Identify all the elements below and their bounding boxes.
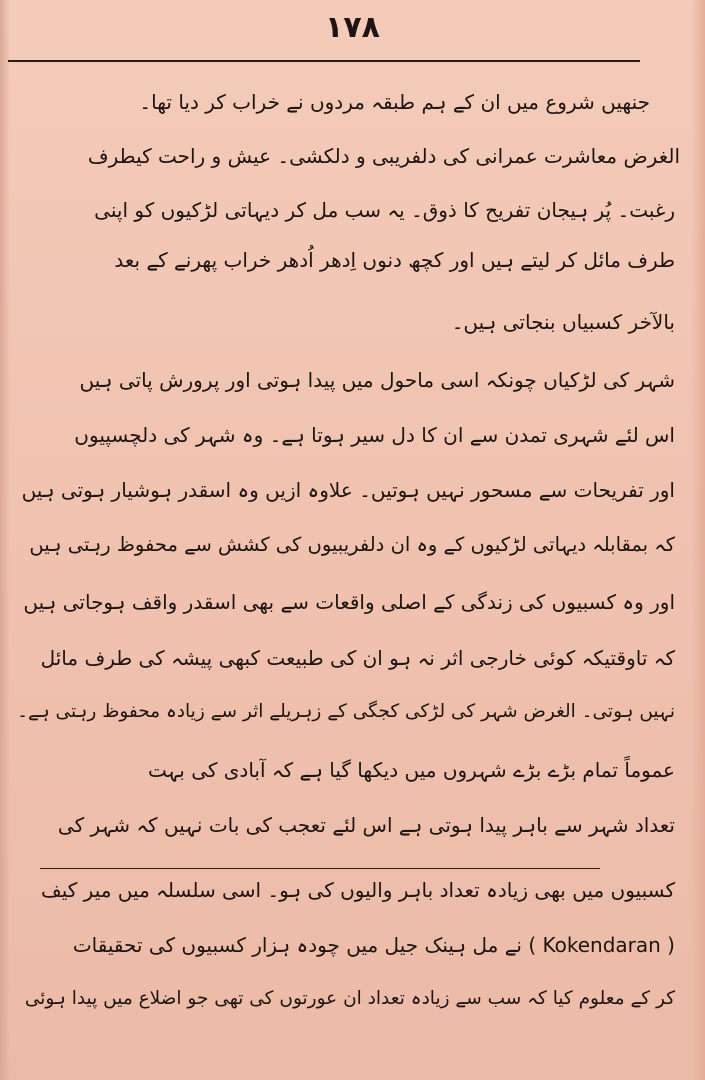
text-line: رغبت۔ پُر ہیجان تفریح کا ذوق۔ یہ سب مل کر دیہاتی لڑکیوں کو اپنی: [94, 198, 675, 222]
page-number: ۱۷۸: [325, 10, 380, 45]
text-line: تعداد شہر سے باہر پیدا ہوتی ہے اس لئے تعجب کی بات نہیں کہ شہر کی: [57, 813, 675, 837]
text-line: نہیں ہوتی۔ الغرض شہر کی لڑکی کجگی کے زہریلے اثر سے زیادہ محفوظ رہتی ہے۔: [17, 701, 675, 722]
text-line: کسبیوں میں بھی زیادہ تعداد باہر والیوں کی ہو۔ اسی سلسلہ میں میر کیف: [41, 878, 675, 902]
text-line: اور تفریحات سے مسحور نہیں ہوتیں۔ علاوہ ازیں وہ اسقدر ہوشیار ہوتی ہیں: [21, 478, 675, 502]
text-line: ( Kokendaran ) نے مل ہینک جیل میں چودہ ہزار کسبیوں کی تحقیقات: [72, 933, 675, 957]
text-line: بالآخر کسبیاں بنجاتی ہیں۔: [451, 310, 675, 334]
text-line: اور وہ کسبیوں کی زندگی کے اصلی واقعات سے بھی اسقدر واقف ہوجاتی ہیں: [23, 590, 675, 614]
text-line: کر کے معلوم کیا کہ سب سے زیادہ تعداد ان عورتوں کی تھی جو اضلاع میں پیدا ہوئی: [24, 988, 675, 1009]
text-line: اس لئے شہری تمدن سے ان کا دل سیر ہوتا ہے۔ وہ شہر کی دلچسپیوں: [74, 423, 675, 447]
text-line: طرف مائل کر لیتے ہیں اور کچھ دنوں اِدھر اُدھر خراب پھرنے کے بعد: [114, 248, 675, 272]
text-line: کہ بمقابلہ دیہاتی لڑکیوں کے وہ ان دلفریبیوں کی کشش سے محفوظ رہتی ہیں: [29, 533, 675, 556]
page-right-edge-shadow: [691, 0, 705, 1080]
text-line: شہر کی لڑکیاں چونکہ اسی ماحول میں پیدا ہوتی اور پرورش پاتی ہیں: [79, 368, 675, 392]
text-line: الغرض معاشرت عمرانی کی دلفریبی و دلکشی۔ عیش و راحت کیطرف: [87, 144, 680, 168]
inline-rule: [40, 868, 600, 869]
text-line: کہ تاوقتیکہ کوئی خارجی اثر نہ ہو ان کی طبیعت کبھی پیشہ کی طرف مائل: [40, 646, 675, 670]
text-line: جنھیں شروع میں ان کے ہم طبقہ مردوں نے خراب کر دیا تھا۔: [139, 90, 650, 114]
page-left-edge-shadow: [0, 0, 10, 1080]
text-line: عموماً تمام بڑے بڑے شہروں میں دیکھا گیا ہے کہ آبادی کی بہت: [147, 758, 675, 782]
header-rule: [8, 60, 640, 62]
